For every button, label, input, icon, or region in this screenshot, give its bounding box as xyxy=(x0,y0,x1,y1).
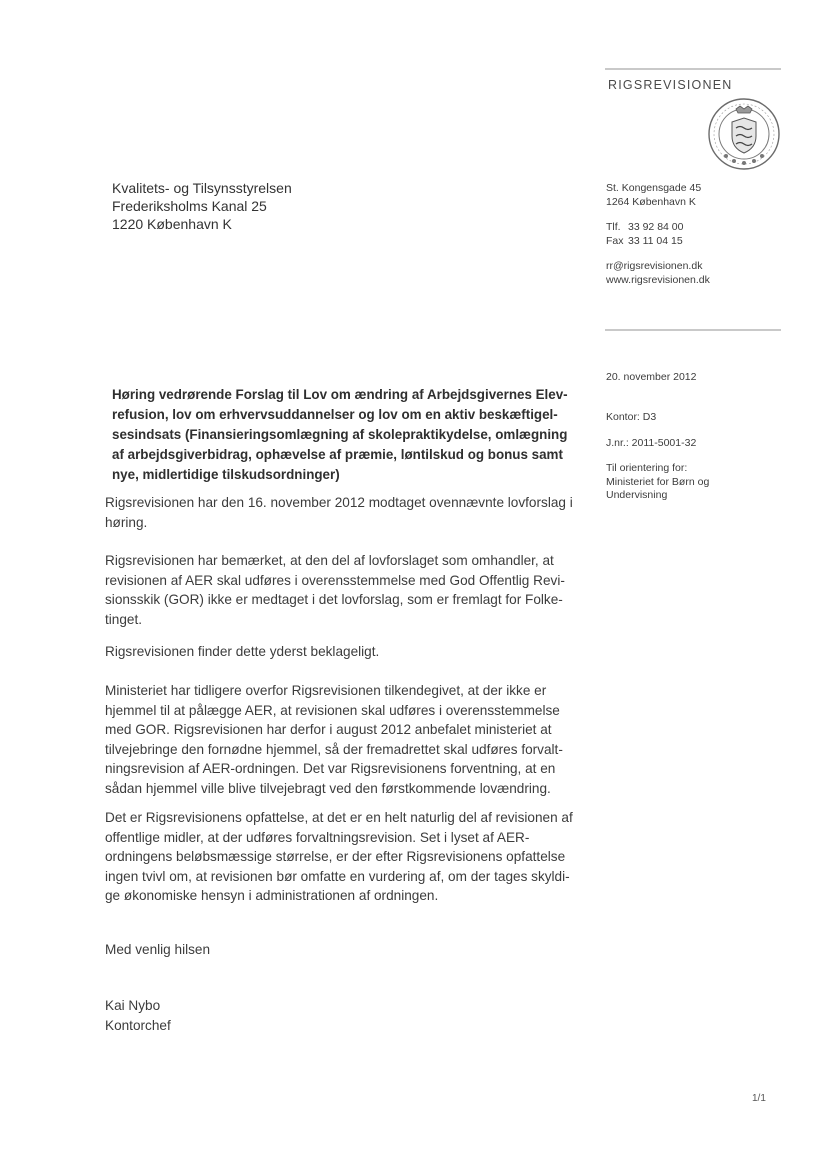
paragraph-line: Rigsrevisionen finder dette yderst beklageligt. xyxy=(105,644,380,659)
cc-block xyxy=(606,462,709,503)
body-paragraph-3 xyxy=(105,642,575,662)
paragraph-line: ningsrevision af AER-ordningen. Det var Rigsrevisionens forventning, at en xyxy=(105,761,556,776)
cc-label: Til orientering for: xyxy=(606,462,688,474)
paragraph-line: høring. xyxy=(105,514,148,530)
recipient-street: Frederiksholms Kanal 25 xyxy=(112,198,267,214)
paragraph-line: Ministeriet har tidligere overfor Rigsrevisionen tilkendegivet, at der ikke er xyxy=(105,683,547,698)
sender-street: St. Kongensgade 45 xyxy=(606,182,702,194)
subject-line: Høring vedrørende Forslag til Lov om ændring af Arbejdsgivernes Elev- xyxy=(112,387,568,402)
phone-number: 33 92 84 00 xyxy=(628,221,684,233)
page-number: 1/1 xyxy=(752,1093,766,1104)
cc-line-2: Undervisning xyxy=(606,489,668,501)
paragraph-line: revisionen af AER skal udføres i overensstemmelse med God Offentlig Revi- xyxy=(105,572,565,588)
paragraph-line: tinget. xyxy=(105,611,143,627)
phone-label: Tlf. xyxy=(606,221,621,233)
journal-number: J.nr.: 2011-5001-32 xyxy=(606,437,697,449)
paragraph-line: offentlige midler, at der udføres forvaltningsrevision. Set i lyset af AER- xyxy=(105,829,530,845)
sender-phone-row xyxy=(606,221,683,235)
cc-line-1: Ministeriet for Børn og xyxy=(606,475,710,488)
closing-greeting: Med venlig hilsen xyxy=(105,942,211,957)
paragraph-line: hjemmel til at pålægge AER, at revisionen skal udføres i overensstemmelse xyxy=(105,702,560,718)
paragraph-line: sådan hjemmel ville blive tilvejebragt ved den førstkommende lovændring. xyxy=(105,780,551,796)
signatory-title: Kontorchef xyxy=(105,1017,171,1033)
sender-fax-row xyxy=(606,235,683,249)
recipient-address xyxy=(112,179,292,233)
body-paragraph-4 xyxy=(105,681,575,798)
header-rule-bottom xyxy=(605,329,781,331)
paragraph-line: ordningens beløbsmæssige størrelse, er der efter Rigsrevisionens opfattelse xyxy=(105,849,566,864)
organization-name: RIGSREVISIONEN xyxy=(608,78,733,92)
recipient-city: 1220 København K xyxy=(112,216,232,232)
body-paragraph-1 xyxy=(105,493,575,532)
subject-line: sesindsats (Finansieringsomlægning af skolepraktikydelse, omlægning xyxy=(112,427,568,442)
subject-line: refusion, lov om erhvervsuddannelser og lov om en aktiv beskæftigel- xyxy=(112,407,558,422)
sender-email: rr@rigsrevisionen.dk xyxy=(606,260,703,272)
sender-address xyxy=(606,182,701,209)
body-paragraph-2 xyxy=(105,551,575,629)
body-paragraph-5 xyxy=(105,808,575,906)
office-code: Kontor: D3 xyxy=(606,411,657,423)
paragraph-line: ge økonomiske hensyn i administrationen af ordningen. xyxy=(105,888,439,903)
paragraph-line: tilvejebringe den fornødne hjemmel, så der fremadrettet skal udføres forvalt- xyxy=(105,741,563,757)
paragraph-line: Rigsrevisionen har bemærket, at den del af lovforslaget som omhandler, at xyxy=(105,553,554,568)
paragraph-line: sionsskik (GOR) ikke er medtaget i det lovforslag, som er fremlagt for Folke- xyxy=(105,592,563,607)
subject-line: af arbejdsgiverbidrag, ophævelse af præmie, løntilskud og bonus samt xyxy=(112,447,563,462)
header-rule-top xyxy=(605,68,781,70)
recipient-name: Kvalitets- og Tilsynsstyrelsen xyxy=(112,180,292,196)
paragraph-line: Rigsrevisionen har den 16. november 2012 modtaget ovennævnte lovforslag i xyxy=(105,495,573,510)
paragraph-line: med GOR. Rigsrevisionen har derfor i august 2012 anbefalet ministeriet at xyxy=(105,722,552,737)
sender-website: www.rigsrevisionen.dk xyxy=(606,273,710,286)
sender-city: 1264 København K xyxy=(606,195,696,208)
fax-label: Fax xyxy=(606,234,624,247)
folketinget-seal-icon xyxy=(706,96,782,172)
subject-line: nye, midlertidige tilskudsordninger) xyxy=(112,467,340,482)
signatory-name: Kai Nybo xyxy=(105,998,161,1013)
sender-online-block xyxy=(606,260,710,287)
fax-number: 33 11 04 15 xyxy=(628,234,683,247)
signature-block xyxy=(105,996,575,1035)
letter-date: 20. november 2012 xyxy=(606,371,697,383)
sender-phone-block xyxy=(606,221,683,248)
paragraph-line: ingen tvivl om, at revisionen bør omfatte en vurdering af, om der tages skyldi- xyxy=(105,868,570,884)
paragraph-line: Det er Rigsrevisionens opfattelse, at det er en helt naturlig del af revisionen af xyxy=(105,810,573,825)
letter-subject xyxy=(112,385,568,485)
